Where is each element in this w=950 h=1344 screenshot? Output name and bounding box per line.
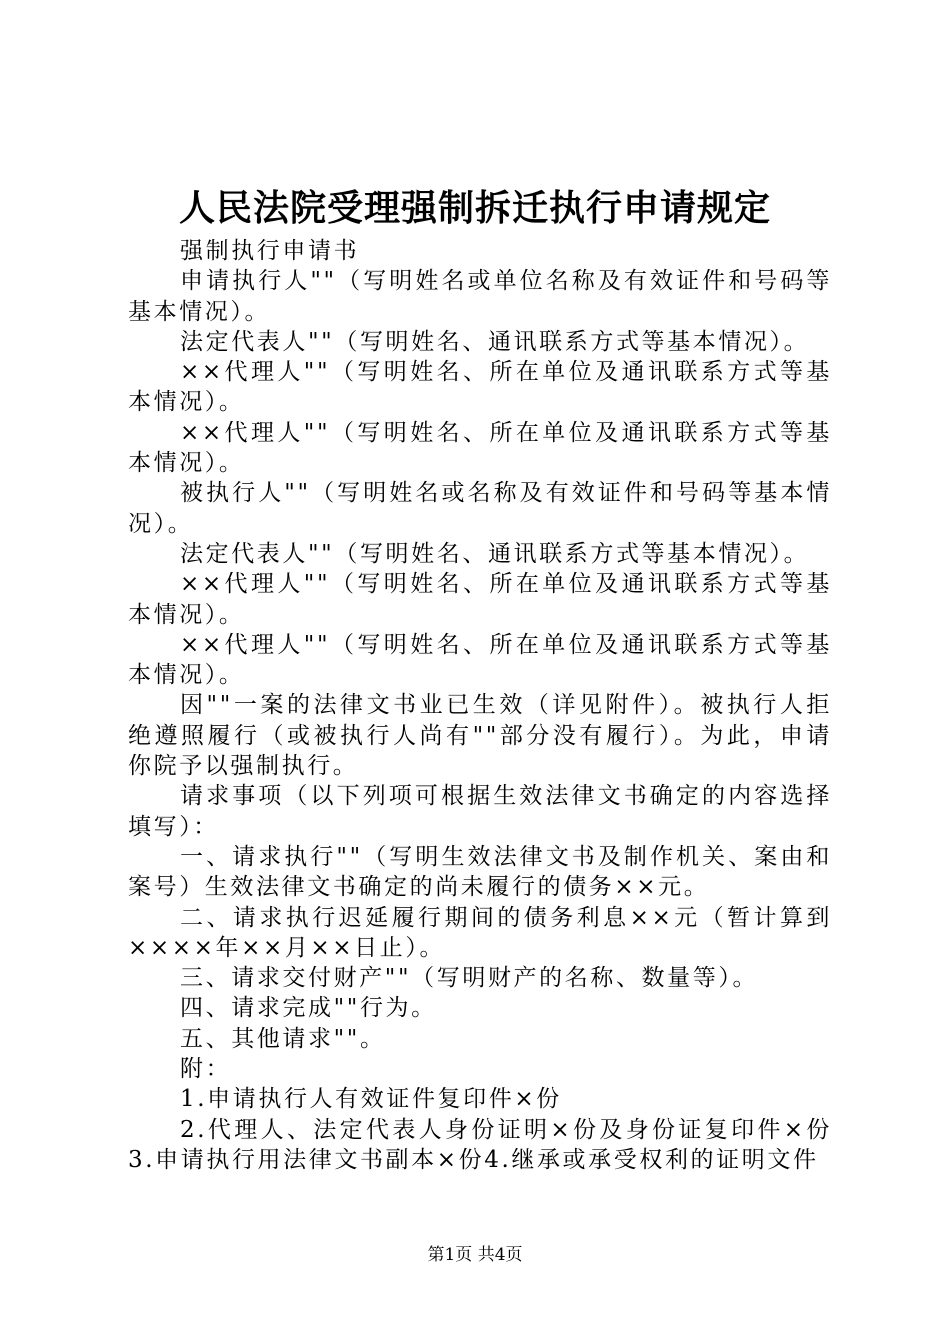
- paragraph-respondent-agent-1: ××代理人""（写明姓名、所在单位及通讯联系方式等基本情况）。: [128, 571, 832, 628]
- document-body: [128, 236, 832, 1175]
- paragraph-heading: 强制执行申请书: [180, 238, 360, 264]
- paragraph-respondent-legal-rep: 法定代表人""（写明姓名、通讯联系方式等基本情况）。: [180, 540, 810, 567]
- paragraph-applicant-legal-rep: 法定代表人""（写明姓名、通讯联系方式等基本情况）。: [180, 328, 810, 355]
- paragraph-respondent: 被执行人""（写明姓名或名称及有效证件和号码等基本情况）。: [128, 480, 832, 537]
- paragraph-applicant-agent-2: ××代理人""（写明姓名、所在单位及通讯联系方式等基本情况）。: [128, 419, 832, 477]
- paragraph-request-4: 四、请求完成""行为。: [180, 995, 437, 1022]
- paragraph-request-1: 一、请求执行""（写明生效法律文书及制作机关、案由和案号）生效法律文书确定的尚未履行的债务××元。: [128, 843, 832, 901]
- paragraph-attachment-2: 2.代理人、法定代表人身份证明×份及身份证复印件×份3.申请执行用法律文书副本×份4.继承或承受权利的证明文件: [128, 1116, 832, 1173]
- paragraph-request-items: 请求事项（以下列项可根据生效法律文书确定的内容选择填写）：: [128, 783, 832, 840]
- paragraph-request-3: 三、请求交付财产""（写明财产的名称、数量等）。: [180, 965, 759, 992]
- page-footer: 第1页 共4页: [427, 1245, 523, 1265]
- paragraph-request-5: 五、其他请求""。: [180, 1025, 386, 1052]
- paragraph-respondent-agent-2: ××代理人""（写明姓名、所在单位及通讯联系方式等基本情况）。: [128, 631, 832, 689]
- page-title: 人民法院受理强制拆迁执行申请规定: [178, 187, 771, 229]
- paragraph-case-reason: 因""一案的法律文书业已生效（详见附件）。被执行人拒绝遵照履行（或被执行人尚有""部分没有履行）。为此，申请你院予以强制执行。: [128, 692, 832, 780]
- paragraph-request-2: 二、请求执行迟延履行期间的债务利息××元（暂计算到××××年××月××日止）。: [128, 904, 832, 961]
- paragraph-attachment-1: 1.申请执行人有效证件复印件×份: [180, 1086, 562, 1113]
- paragraph-attachments-heading: 附：: [180, 1056, 232, 1083]
- paragraph-applicant-agent-1: ××代理人""（写明姓名、所在单位及通讯联系方式等基本情况）。: [128, 359, 832, 416]
- paragraph-applicant: 申请执行人""（写明姓名或单位名称及有效证件和号码等基本情况）。: [128, 268, 832, 325]
